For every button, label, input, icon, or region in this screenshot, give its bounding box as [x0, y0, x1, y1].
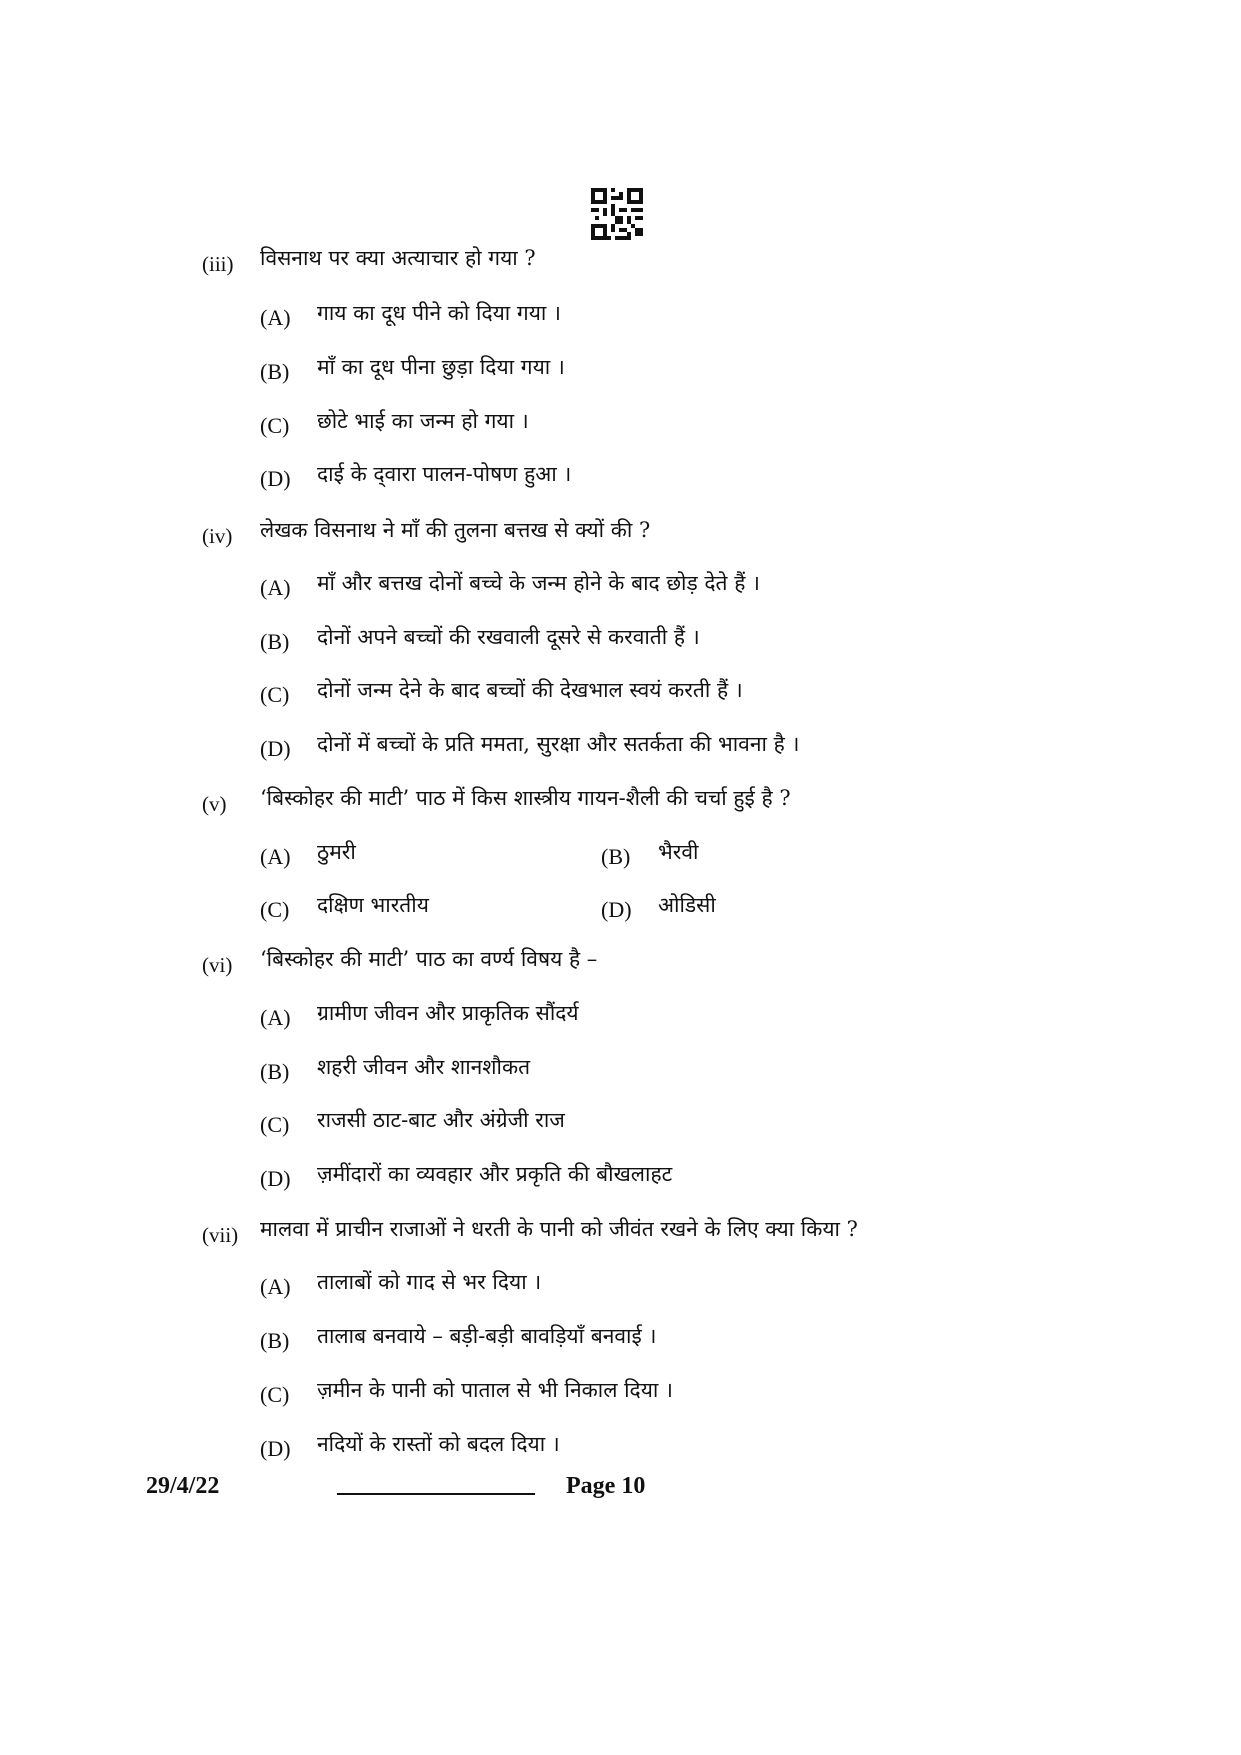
option-letter: (D) — [260, 1436, 291, 1461]
option-text: माँ और बत्तख दोनों बच्चे के जन्म होने के बाद छोड़ देते हैं । — [317, 571, 760, 595]
answer-option — [0, 297, 1241, 337]
option-letter: (D) — [260, 466, 291, 491]
option-text: दक्षिण भारतीय — [317, 893, 429, 917]
answer-option-row — [0, 889, 1241, 929]
option-letter: (B) — [260, 1059, 290, 1084]
option-letter: (B) — [260, 629, 290, 654]
question-number: (vi) — [202, 953, 233, 977]
answer-option — [0, 997, 1241, 1037]
option-text: ज़मीन के पानी को पाताल से भी निकाल दिया । — [317, 1378, 673, 1402]
answer-option — [0, 621, 1241, 661]
option-letter: (A) — [260, 305, 291, 330]
question-text: ‘बिस्कोहर की माटी’ पाठ में किस शास्त्रीय गायन-शैली की चर्चा हुई है ? — [260, 786, 791, 810]
option-letter: (A) — [260, 575, 291, 600]
option-text: दोनों जन्म देने के बाद बच्चों की देखभाल स्वयं करती हैं । — [317, 678, 743, 702]
option-text: ओडिसी — [658, 893, 716, 917]
option-letter: (B) — [601, 844, 631, 869]
question-number: (vii) — [202, 1223, 239, 1247]
question-stem — [0, 1213, 1241, 1253]
option-letter: (C) — [260, 1112, 290, 1137]
answer-option — [0, 1104, 1241, 1144]
option-letter: (C) — [260, 1382, 290, 1407]
option-text: माँ का दूध पीना छुड़ा दिया गया । — [317, 355, 565, 379]
paper-code: 29/4/22 — [146, 1473, 220, 1499]
question-stem — [0, 514, 1241, 554]
answer-option-row — [0, 836, 1241, 876]
question-text: लेखक विसनाथ ने माँ की तुलना बत्तख से क्यों की ? — [260, 518, 651, 542]
option-text: गाय का दूध पीने को दिया गया । — [317, 301, 562, 325]
qr-code — [591, 188, 643, 240]
option-text: ज़मींदारों का व्यवहार और प्रकृति की बौखलाहट — [317, 1162, 673, 1186]
answer-option — [0, 1158, 1241, 1198]
option-letter: (C) — [260, 413, 290, 438]
answer-option — [0, 458, 1241, 498]
option-text: राजसी ठाट-बाट और अंग्रेजी राज — [317, 1108, 565, 1132]
question-number: (iv) — [202, 524, 233, 548]
question-stem — [0, 242, 1241, 282]
answer-option — [0, 1051, 1241, 1091]
option-text: नदियों के रास्तों को बदल दिया । — [317, 1432, 560, 1456]
option-letter: (D) — [260, 736, 291, 761]
option-text: भैरवी — [658, 840, 699, 864]
answer-option — [0, 351, 1241, 391]
option-text: ग्रामीण जीवन और प्राकृतिक सौंदर्य — [317, 1001, 579, 1025]
option-letter: (D) — [601, 897, 632, 922]
option-letter: (C) — [260, 682, 290, 707]
option-letter: (A) — [260, 844, 291, 869]
option-letter: (A) — [260, 1274, 291, 1299]
option-letter: (B) — [260, 1328, 290, 1353]
option-letter: (A) — [260, 1005, 291, 1030]
question-number: (v) — [202, 792, 227, 816]
question-text: मालवा में प्राचीन राजाओं ने धरती के पानी को जीवंत रखने के लिए क्या किया ? — [260, 1217, 858, 1241]
question-stem — [0, 782, 1241, 822]
option-text: दाई के द्‌वारा पालन-पोषण हुआ । — [317, 462, 572, 486]
question-text: ‘बिस्कोहर की माटी’ पाठ का वर्ण्य विषय है – — [260, 947, 598, 971]
answer-option — [0, 1428, 1241, 1468]
answer-option — [0, 567, 1241, 607]
option-text: दोनों अपने बच्चों की रखवाली दूसरे से करवाती हैं । — [317, 625, 700, 649]
question-stem — [0, 943, 1241, 983]
option-letter: (C) — [260, 897, 290, 922]
option-text: तालाब बनवाये – बड़ी-बड़ी बावड़ियाँ बनवाई । — [317, 1324, 657, 1348]
option-text: शहरी जीवन और शानशौकत — [317, 1055, 531, 1079]
option-text: तालाबों को गाद से भर दिया । — [317, 1270, 542, 1294]
option-letter: (D) — [260, 1166, 291, 1191]
answer-option — [0, 1266, 1241, 1306]
option-text: छोटे भाई का जन्म हो गया । — [317, 409, 529, 433]
answer-option — [0, 1374, 1241, 1414]
answer-option — [0, 405, 1241, 445]
answer-option — [0, 674, 1241, 714]
option-letter: (B) — [260, 359, 290, 384]
question-text: विसनाथ पर क्या अत्याचार हो गया ? — [260, 246, 536, 270]
answer-option — [0, 1320, 1241, 1360]
option-text: दोनों में बच्चों के प्रति ममता, सुरक्षा और सतर्कता की भावना है । — [317, 732, 800, 756]
footer-divider — [337, 1493, 535, 1495]
option-text: ठुमरी — [317, 840, 356, 864]
page-number: Page 10 — [566, 1473, 646, 1499]
answer-option — [0, 728, 1241, 768]
question-number: (iii) — [202, 252, 234, 276]
